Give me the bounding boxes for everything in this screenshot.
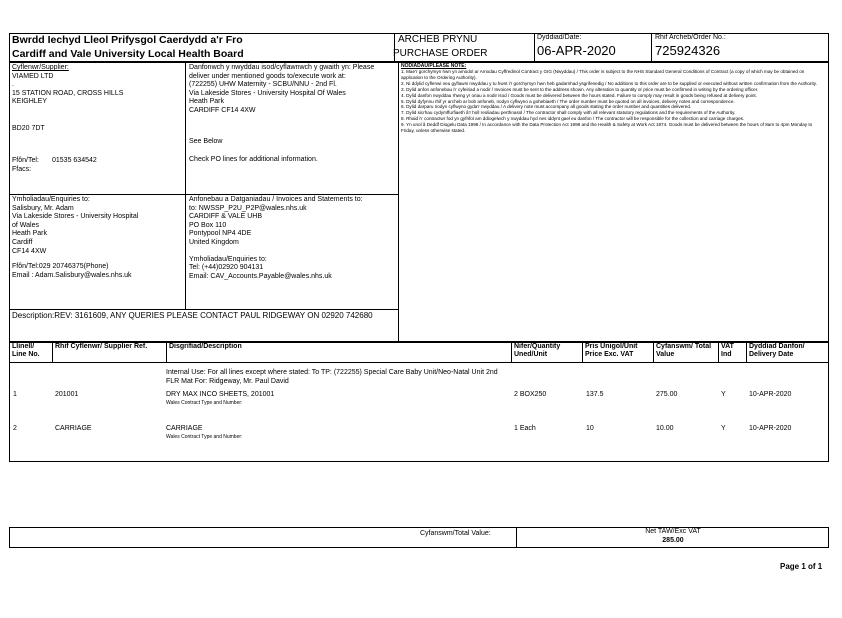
page-number: Page 1 of 1 xyxy=(780,562,823,571)
invoices-enquiries-label: Ymholiadau/Enquiries to: xyxy=(189,255,267,263)
row1-subdesc: Wales Contract Type and Number: xyxy=(166,400,243,406)
note-item: 6. Dylid darparu nodyn cyflwyno gyda'r nwyddau / A delivery note must accompany all goods stating the order number and quantities delivered. xyxy=(401,104,692,110)
invoices-block xyxy=(189,196,395,281)
supplier-line: . xyxy=(12,81,14,89)
delivery-heading: Danfonwch y nwyddau isod/cyflawnwch y gwaith yn: Please deliver under mentioned goods to/execute work at: xyxy=(189,64,375,80)
supplier-postcode: BD20 7DT xyxy=(12,125,45,132)
order-date-value: 06-APR-2020 xyxy=(537,43,616,58)
note-item: 7. Dylid sicrhau cydymffurfiaeth â'r holl reoliadau perthnasol / The contractor shall comply with all relevant statutory regulations and the requirements of the Authority. xyxy=(401,110,736,116)
supplier-line: KEIGHLEY xyxy=(12,98,48,106)
invoices-email[interactable]: Email: CAV_Accounts.Payable@wales.nhs.uk xyxy=(189,272,332,280)
note-item: 4. Dylid danfon nwyddau rhwng yr oriau a nodir isod / Goods must be delivered between the hours stated. Failure to comply may result in goods being refused at delivery point. xyxy=(401,92,757,98)
note-item: 1. Mae'r gorchymyn hwn yn amodol ar Amodau Cyffredinol Contract y GIG (Nwyddau) / This order is subject to the NHS Standard General Conditions of Contract (a copy of which may be obtained on application to the Ordering Authority). xyxy=(401,69,805,80)
order-date-label: Dyddiad/Date: xyxy=(537,34,582,41)
order-no-value: 725924326 xyxy=(655,43,721,58)
row2-total: 10.00 xyxy=(656,425,674,432)
invoices-line: PO Box 110 xyxy=(189,221,227,229)
note-item: 9. Yn unol â Deddf Diogelu Data 1998 / In accordance with the Data Protection Act 1998 and the Health & Safety at Work Act 1974. Goods must be delivered between the hours of 8am to 4pm Monday to Friday, unless otherwise stated. xyxy=(401,122,813,134)
enquiries-line: of Wales xyxy=(12,221,39,229)
line-items-table xyxy=(9,342,829,462)
description-line: Description:REV: 3161609, ANY QUERIES PLEASE CONTACT PAUL RIDGEWAY ON 02920 742680 xyxy=(12,311,373,320)
notes-block xyxy=(401,63,826,134)
supplier-line: 15 STATION ROAD, CROSS HILLS xyxy=(12,89,124,97)
row2-qty: 1 Each xyxy=(514,425,536,432)
org-welsh-name: Bwrdd Iechyd Lleol Prifysgol Caerdydd a'r Fro xyxy=(12,34,243,46)
col-header-date: Dyddiad Danfon/ Delivery Date xyxy=(749,343,805,359)
row1-date: 10-APR-2020 xyxy=(749,391,792,398)
col-header-ref: Rhif Cyflenwr/ Supplier Ref. xyxy=(55,343,148,350)
col-header-qty: Nifer/Quantity Uned/Unit xyxy=(514,343,561,359)
total-label: Cyfanswm/Total Value: xyxy=(420,530,491,537)
supplier-phone: 01535 634542 xyxy=(52,157,97,164)
net-label: Net TAW/Exc VAT xyxy=(645,528,701,535)
enquiries-heading: Ymholiadau/Enquiries to: xyxy=(12,196,90,203)
enquiries-line: Cardiff xyxy=(12,238,33,246)
invoices-line: CARDIFF & VALE UHB xyxy=(189,213,262,221)
doc-title-english: PURCHASE ORDER xyxy=(393,48,488,59)
invoices-tel: Tel: (+44)02920 904131 xyxy=(189,264,264,272)
enquiries-phone: Ffôn/Tel:029 20746375(Phone) xyxy=(12,263,109,271)
enquiries-line: Via Lakeside Stores - University Hospital xyxy=(12,213,139,221)
row2-line: 2 xyxy=(13,425,17,432)
row1-desc: DRY MAX INCO SHEETS, 201001 xyxy=(166,391,275,398)
col-header-total: Cyfanswm/ Total Value xyxy=(656,343,712,359)
invoices-line: Pontypool NP4 4DE xyxy=(189,230,252,238)
row1-total: 275.00 xyxy=(656,391,678,398)
row1-qty: 2 BOX250 xyxy=(514,391,547,398)
delivery-line: Heath Park xyxy=(189,98,225,106)
row2-vat: Y xyxy=(721,425,726,432)
note-item: 3. Dylid anfon anfonebau i'r cyfeiriad a nodir / Invoices must be sent to the address shown. Any alteration to quantity or price must be confirmed in writing by the ordering officer. xyxy=(401,86,759,92)
row1-price: 137.5 xyxy=(586,391,604,398)
invoices-heading: Anfonebau a Datganiadau / Invoices and Statements to: xyxy=(189,196,363,203)
supplier-fax-label: Ffacs: xyxy=(12,166,32,173)
row1-line: 1 xyxy=(13,391,17,398)
notes-title: NODIADAU/PLEASE NOTE: xyxy=(401,63,467,69)
supplier-block xyxy=(12,64,182,107)
row2-ref: CARRIAGE xyxy=(55,425,92,432)
col-header-vat: VAT Ind xyxy=(721,343,734,359)
enquiries-block xyxy=(12,196,182,280)
note-item: 8. Rhaid i'r contractwr fod yn gyfrifol am ddiogelwch y nwyddau hyd nes iddynt gael eu danfon / The contractor will be responsible for the collection and carriage charges. xyxy=(401,116,745,122)
net-value: 285.00 xyxy=(662,537,684,544)
invoices-line: United Kingdom xyxy=(189,238,239,246)
note-item: 5. Dylid dyfynnu rhif yr archeb ar bob anfoneb, nodyn cyflwyno a gohebiaeth / The order number must be quoted on all invoices, delivery notes and correspondence. xyxy=(401,98,735,104)
row2-subdesc: Wales Contract Type and Number: xyxy=(166,434,243,440)
row2-date: 10-APR-2020 xyxy=(749,425,792,432)
supplier-label: Cyflenwr/Supplier: xyxy=(12,64,69,71)
delivery-line: (722255) UHW Maternity - SCBU/NNU - 2nd Fl. xyxy=(189,81,337,89)
org-english-name: Cardiff and Vale University Local Health Board xyxy=(12,48,244,60)
row1-vat: Y xyxy=(721,391,726,398)
col-header-line: Llinell/ Line No. xyxy=(12,343,40,359)
invoices-line[interactable]: to: NWSSP_P2U_P2P@wales.nhs.uk xyxy=(189,204,307,212)
col-header-desc: Disgrifiad/Description xyxy=(169,343,242,350)
internal-use-note: Internal Use: For all lines except where stated: To TP: (722255) Special Care Baby Unit/Neo-Natal Unit 2nd FLR Mat For: Ridgeway, Mr. Paul David xyxy=(166,369,498,385)
enquiries-line: CF14 4XW xyxy=(12,247,47,255)
row2-desc: CARRIAGE xyxy=(166,425,203,432)
delivery-line: Via Lakeside Stores - University Hospital Of Wales xyxy=(189,89,346,97)
enquiries-line: Salisbury, Mr. Adam xyxy=(12,204,74,212)
delivery-block xyxy=(189,64,395,116)
row1-ref: 201001 xyxy=(55,391,79,398)
supplier-phone-label: Ffôn/Tel: xyxy=(12,157,39,164)
enquiries-line: Heath Park xyxy=(12,230,48,238)
row2-price: 10 xyxy=(586,425,594,432)
delivery-line: CARDIFF CF14 4XW xyxy=(189,106,256,114)
col-header-price: Pris Unigol/Unit Price Exc. VAT xyxy=(585,343,638,359)
order-no-label: Rhif Archeb/Order No.: xyxy=(655,34,726,41)
delivery-check-po: Check PO lines for additional information. xyxy=(189,156,318,163)
enquiries-email[interactable]: Email : Adam.Salisbury@wales.nhs.uk xyxy=(12,271,132,279)
doc-title-welsh: ARCHEB PRYNU xyxy=(398,34,478,45)
delivery-see-below: See Below xyxy=(189,138,223,145)
supplier-line: VIAMED LTD xyxy=(12,72,54,80)
note-item: 2. Ni ddylid cyflenwi neu gyflawni nwyddau y tu hwnt i'r gorchymyn hwn heb gadarnhad ysgrifenedig / No additions to this order are to be supplied or executed without written confirmation from the Authority. xyxy=(401,80,817,86)
